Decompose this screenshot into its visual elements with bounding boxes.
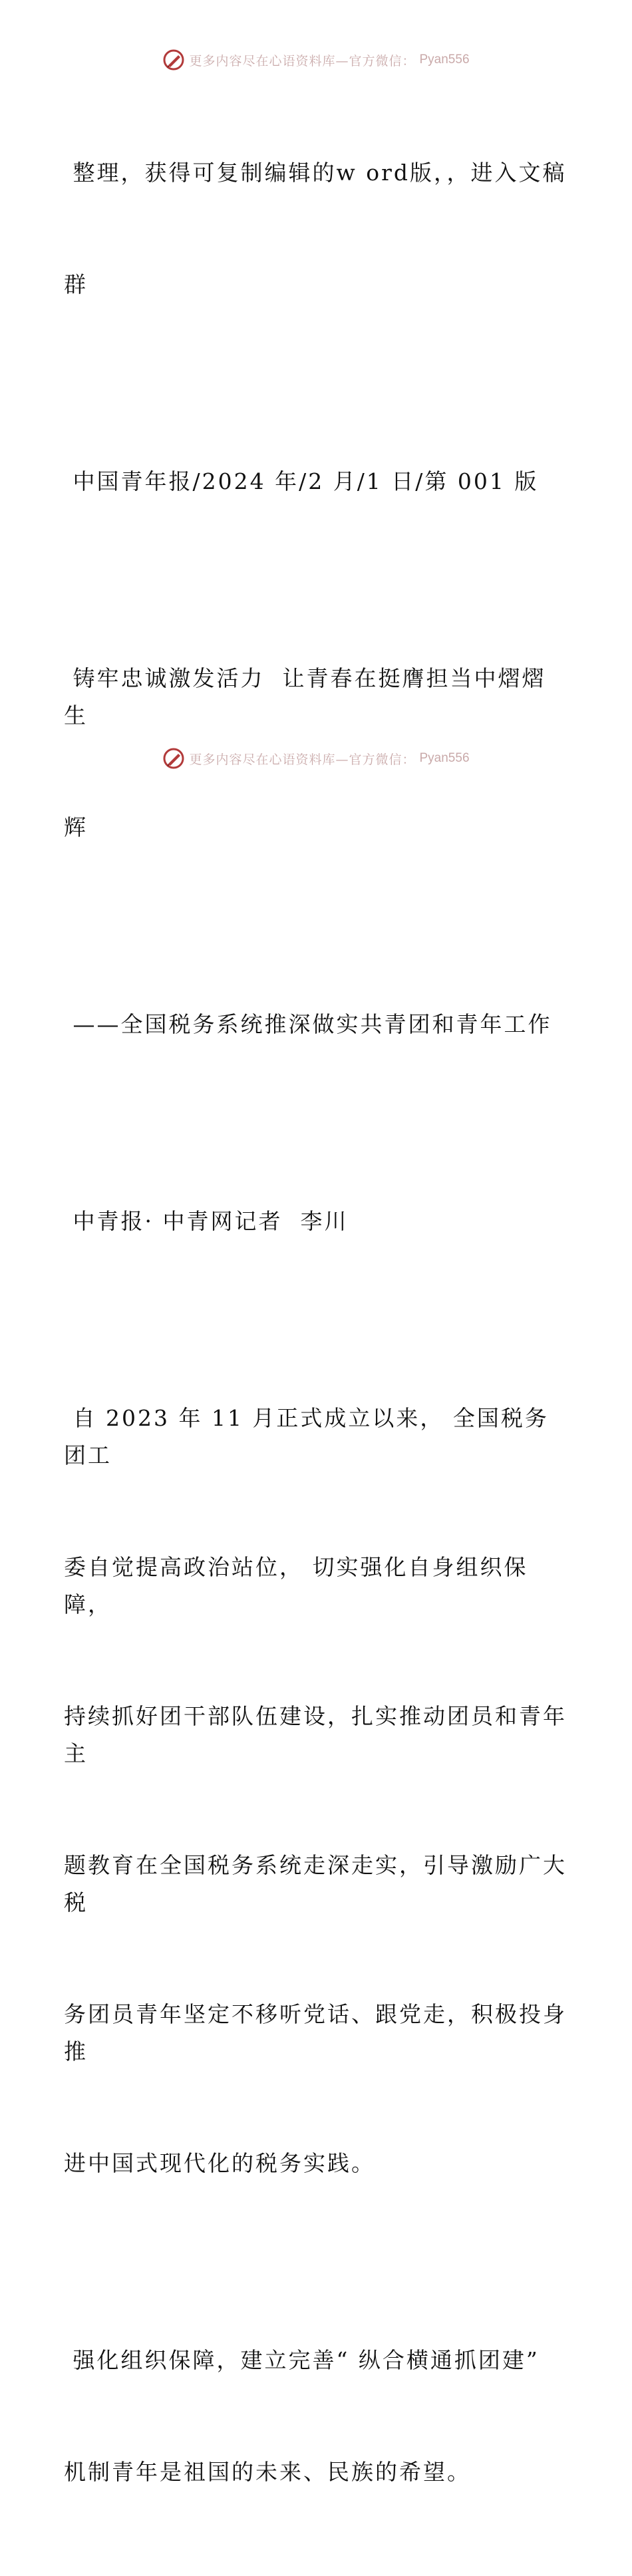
watermark-text: 更多内容尽在心语资料库—官方微信： <box>189 53 416 69</box>
watermark-handle: Pyan556 <box>419 53 470 67</box>
watermark-text: 更多内容尽在心语资料库—官方微信： <box>189 752 416 767</box>
pen-logo-icon <box>162 49 185 71</box>
paragraph-source <box>64 389 569 575</box>
text-line: 中国青年报/2024 年/2 月/1 日/第 001 版 <box>64 468 539 494</box>
paragraph-body-2 <box>64 2267 569 2565</box>
text-line: ——全国税务系统推深做实共青团和青年工作 <box>64 1011 552 1037</box>
watermark-footer <box>0 745 632 772</box>
text-line: 机制青年是祖国的未来、民族的希望。 <box>64 2459 471 2485</box>
paragraph-byline <box>64 1128 569 1315</box>
text-line: 强化组织保障，建立完善“ 纵合横通抓团建” <box>64 2347 540 2373</box>
paragraph-intro <box>64 80 569 378</box>
text-line: 群 <box>64 271 88 297</box>
document-body <box>64 80 569 2576</box>
text-line: 委自觉提高政治站位， 切实强化自身组织保障， <box>64 1554 528 1617</box>
text-line: 整理，获得可复制编辑的w ord版，，进入文稿 <box>64 160 567 186</box>
text-line: 务团员青年坚定不移听党话、跟党走，积极投身推 <box>64 2001 567 2064</box>
watermark-handle: Pyan556 <box>419 751 470 765</box>
paragraph-body-1 <box>64 1325 569 2257</box>
text-line: 自 2023 年 11 月正式成立以来， 全国税务团工 <box>64 1405 549 1468</box>
text-line: 中青报· 中青网记者 李川 <box>64 1208 349 1234</box>
text-line: 辉 <box>64 814 88 840</box>
paragraph-subheadline <box>64 931 569 1118</box>
text-line: 铸牢忠诚激发活力 让青春在挺膺担当中熠熠生 <box>64 665 546 728</box>
pen-logo-icon <box>162 747 185 770</box>
text-line: 进中国式现代化的税务实践。 <box>64 2150 375 2176</box>
text-line: 题教育在全国税务系统走深走实，引导激励广大税 <box>64 1852 567 1915</box>
text-line: 持续抓好团干部队伍建设，扎实推动团员和青年主 <box>64 1703 567 1766</box>
watermark-header <box>0 47 632 73</box>
